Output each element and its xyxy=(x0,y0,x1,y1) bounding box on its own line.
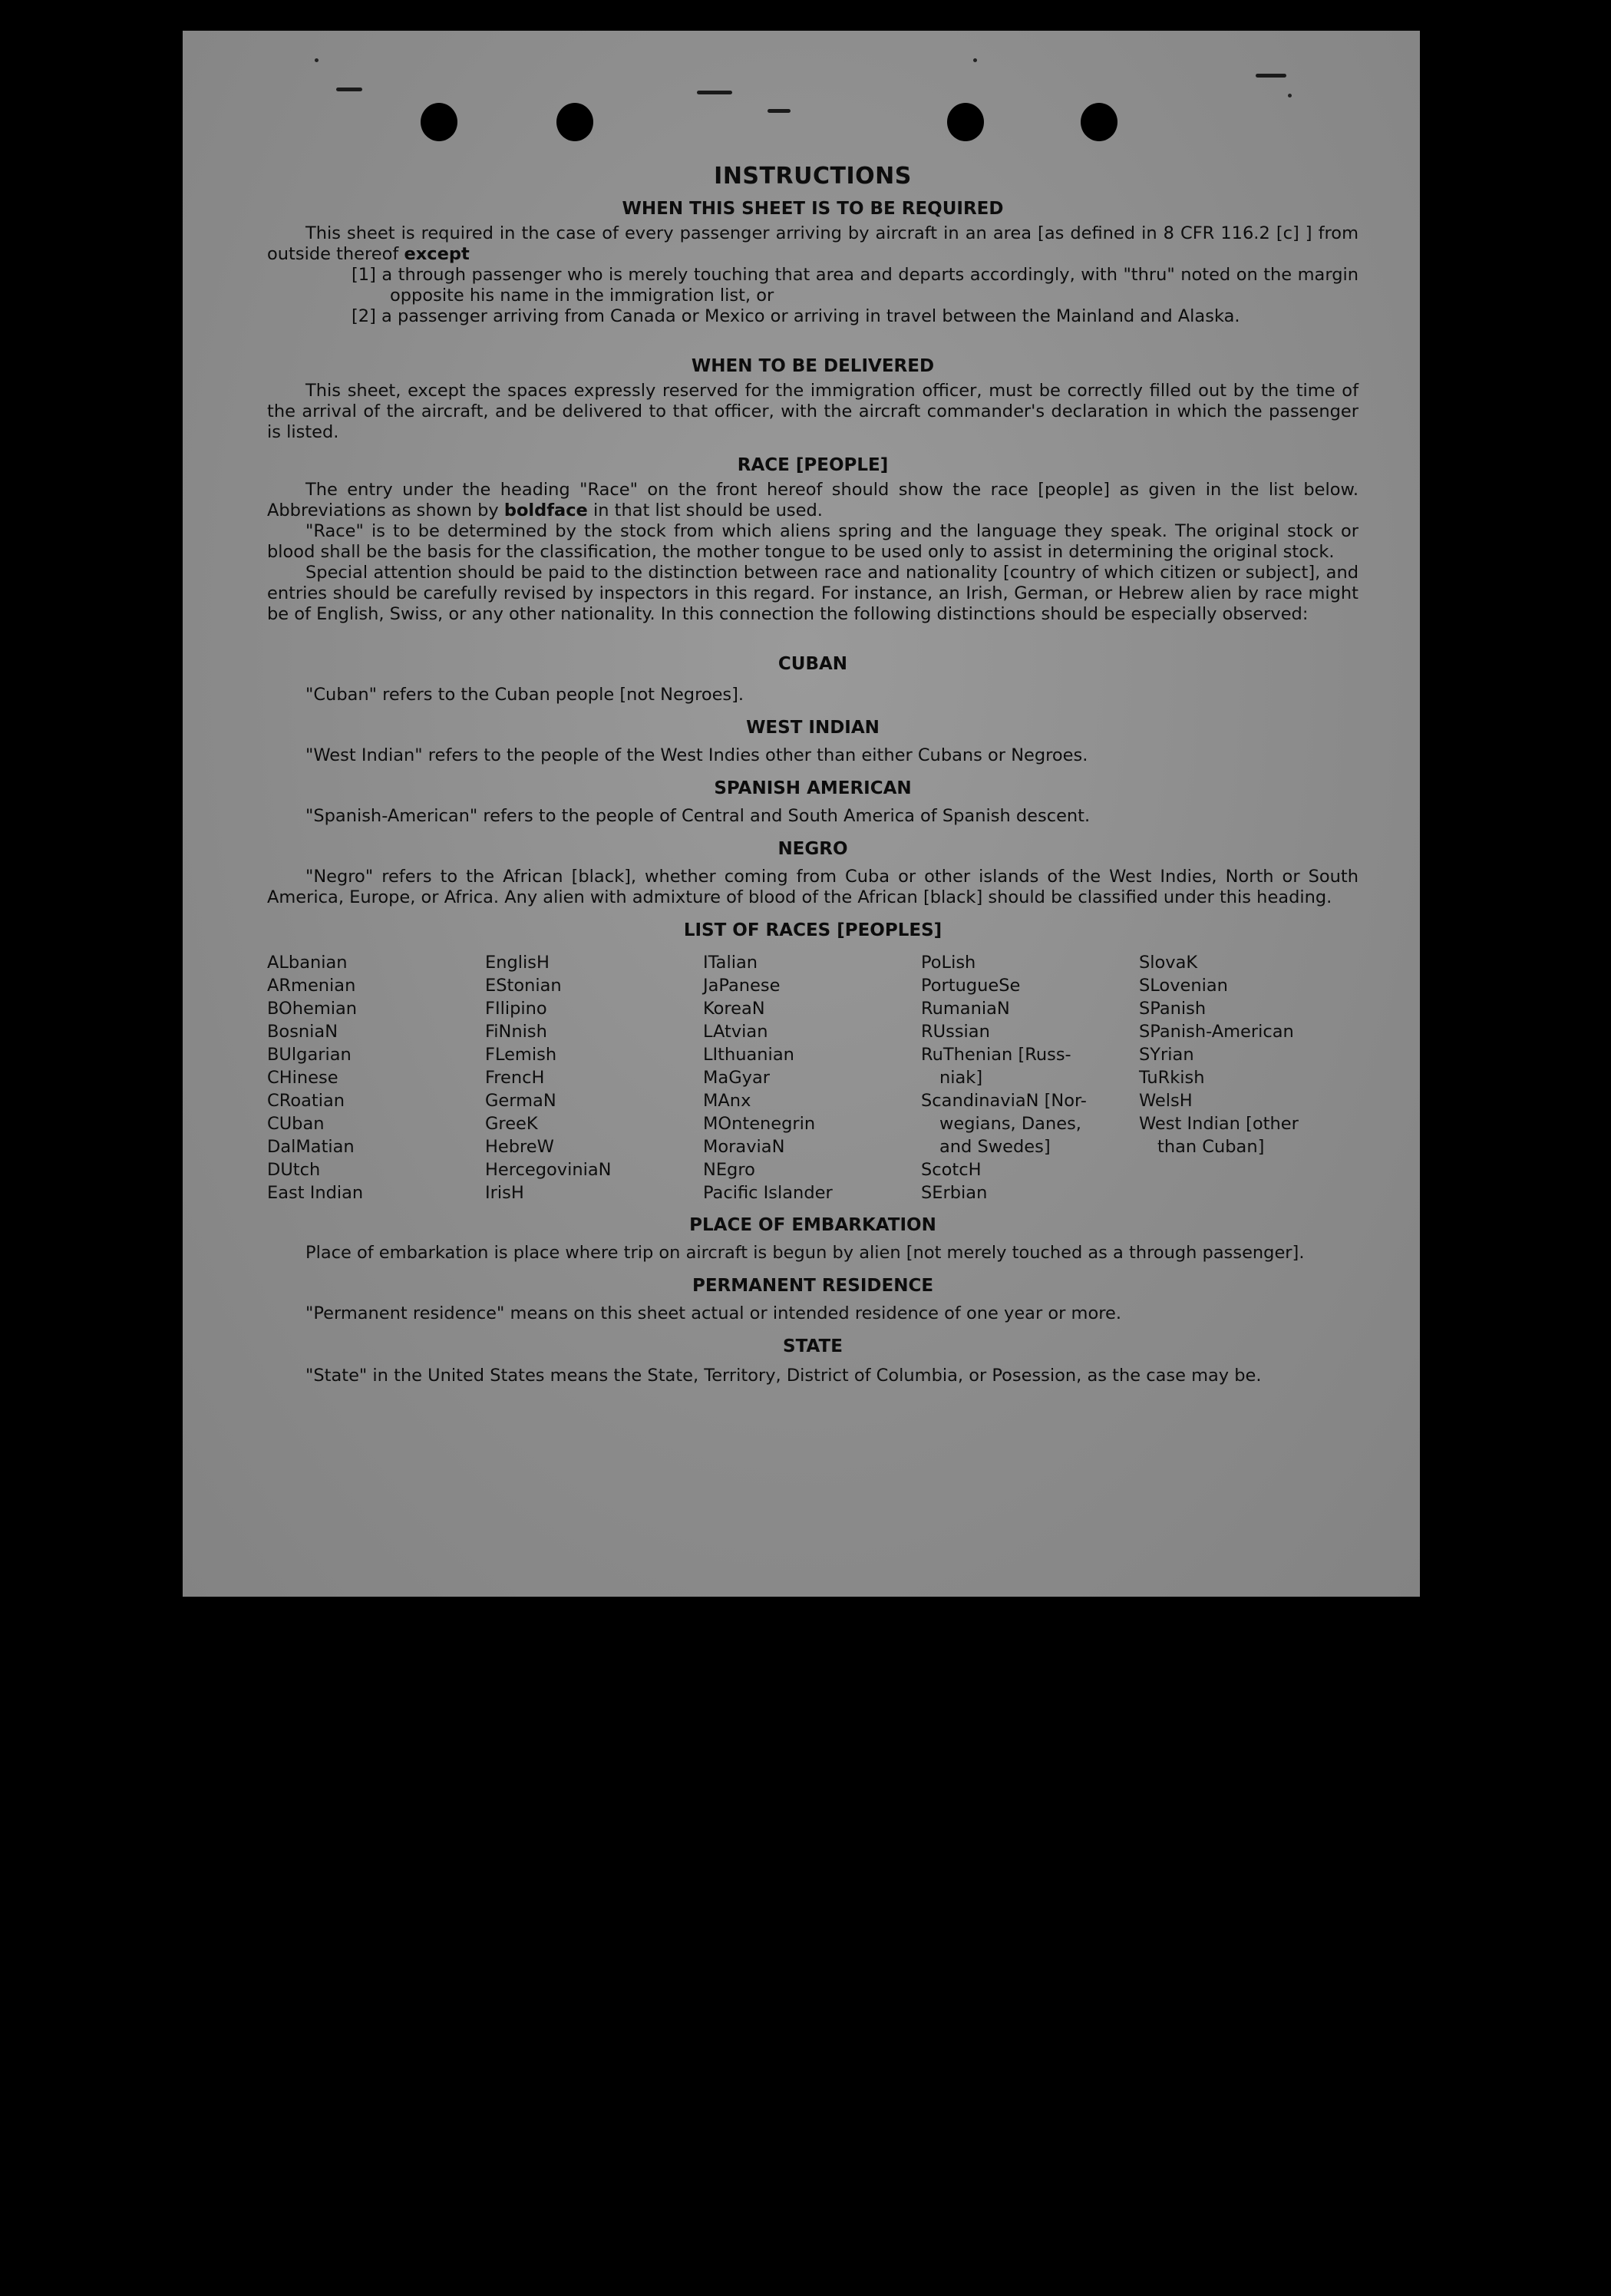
race-entry: PoLish xyxy=(921,953,976,973)
scan-speck xyxy=(973,58,977,62)
race-entry: DUtch xyxy=(267,1160,321,1180)
race-entry: RumaniaN xyxy=(921,999,1010,1019)
race-entry: niak] xyxy=(939,1068,983,1088)
race-entry: ALbanian xyxy=(267,953,348,973)
document-title: INSTRUCTIONS xyxy=(714,163,912,190)
scan-speck xyxy=(1256,74,1286,78)
race-entry: MAnx xyxy=(703,1091,751,1111)
document-sheet xyxy=(183,31,1420,1597)
races-column-3 xyxy=(703,951,921,1204)
negro-text: "Negro" refers to the African [black], whether coming from Cuba or other islands of the West Indies, North or South America, Europe, or Africa. Any alien with admixture of blood of the African [black] should be classified under this heading. xyxy=(267,867,1358,907)
race-entry: FiNnish xyxy=(485,1022,547,1042)
race-entry: LAtvian xyxy=(703,1022,768,1042)
race-paragraph-1 xyxy=(267,480,1358,521)
section-heading-negro: NEGRO xyxy=(777,839,848,859)
races-column-1 xyxy=(267,951,485,1204)
race-entry: IrisH xyxy=(485,1183,524,1203)
cuban-text: "Cuban" refers to the Cuban people [not Negroes]. xyxy=(305,685,744,705)
section-heading-list-of-races: LIST OF RACES [PEOPLES] xyxy=(683,920,943,940)
section-heading-spanish-american: SPANISH AMERICAN xyxy=(714,778,912,798)
race-entry: SErbian xyxy=(921,1183,988,1203)
intro-bold-word: except xyxy=(404,244,470,264)
spanish-american-text: "Spanish-American" refers to the people of Central and South America of Spanish descent. xyxy=(305,806,1091,826)
west-indian-text: "West Indian" refers to the people of the West Indies other than either Cubans or Negroes. xyxy=(305,745,1088,765)
race-entry: KoreaN xyxy=(703,999,765,1019)
race-entry: LIthuanian xyxy=(703,1045,794,1065)
race-entry: RUssian xyxy=(921,1022,990,1042)
race-entry: NEgro xyxy=(703,1160,755,1180)
race-entry: West Indian [other xyxy=(1139,1114,1299,1134)
race-entry: HebreW xyxy=(485,1137,554,1157)
section-heading-west-indian: WEST INDIAN xyxy=(746,718,880,738)
intro-text: This sheet is required in the case of every passenger arriving by aircraft in an area [as defined in 8 CFR 116.2 [c] ] from outside thereof xyxy=(267,223,1358,264)
race-paragraph-3: Special attention should be paid to the distinction between race and nationality [country of which citizen or subject], and entries should be carefully revised by inspectors in this regard. For instance, an Irish, German, or Hebrew alien by race might be of English, Swiss, or any other nationality. In this connection the following distinctions should be especially observed: xyxy=(267,563,1358,624)
race-entry: FLemish xyxy=(485,1045,557,1065)
race-entry: ITalian xyxy=(703,953,758,973)
races-column-5 xyxy=(1139,951,1369,1204)
race-entry: SLovenian xyxy=(1139,976,1228,996)
race-entry: than Cuban] xyxy=(1157,1137,1265,1157)
race-entry: BOhemian xyxy=(267,999,358,1019)
punch-hole xyxy=(421,103,457,141)
race-entry: wegians, Danes, xyxy=(939,1114,1081,1134)
race-entry: CHinese xyxy=(267,1068,338,1088)
race-entry: SYrian xyxy=(1139,1045,1194,1065)
races-column-2 xyxy=(485,951,703,1204)
section-heading-cuban: CUBAN xyxy=(777,654,848,674)
exception-item-1: [1] a through passenger who is merely touching that area and departs accordingly, with "thru" noted on the margin opposite his name in the immigration list, or xyxy=(352,265,1358,306)
race-entry: SPanish xyxy=(1139,999,1207,1019)
state-text: "State" in the United States means the State, Territory, District of Columbia, or Posession, as the case may be. xyxy=(305,1366,1262,1386)
permanent-residence-text: "Permanent residence" means on this sheet actual or intended residence of one year or more. xyxy=(305,1303,1121,1323)
section-heading-when-required: WHEN THIS SHEET IS TO BE REQUIRED xyxy=(622,199,1004,219)
race-entry: MoraviaN xyxy=(703,1137,785,1157)
race-entry: EStonian xyxy=(485,976,562,996)
scan-speck xyxy=(697,91,732,94)
race-p1-text: The entry under the heading "Race" on the front hereof should show the race [people] as given in the list below. Abbreviations as shown by xyxy=(267,480,1358,520)
race-entry: JaPanese xyxy=(703,976,781,996)
race-entry: GermaN xyxy=(485,1091,556,1111)
scan-speck xyxy=(1288,94,1292,97)
race-entry: SlovaK xyxy=(1139,953,1198,973)
races-column-4 xyxy=(921,951,1139,1204)
when-required-intro xyxy=(267,223,1358,265)
race-entry: ScotcH xyxy=(921,1160,982,1180)
exception-item-2: [2] a passenger arriving from Canada or Mexico or arriving in travel between the Mainland and Alaska. xyxy=(352,306,1240,326)
race-entry: and Swedes] xyxy=(939,1137,1051,1157)
section-heading-when-delivered: WHEN TO BE DELIVERED xyxy=(691,356,935,376)
race-entry: FrencH xyxy=(485,1068,545,1088)
race-p1-bold: boldface xyxy=(503,500,588,520)
race-entry: CRoatian xyxy=(267,1091,345,1111)
race-entry: BUlgarian xyxy=(267,1045,352,1065)
scan-speck xyxy=(315,58,319,62)
race-entry: RuThenian [Russ- xyxy=(921,1045,1071,1065)
embarkation-text: Place of embarkation is place where trip on aircraft is begun by alien [not merely touched as a through passenger]. xyxy=(305,1243,1305,1263)
race-paragraph-2: "Race" is to be determined by the stock from which aliens spring and the language they speak. The original stock or blood shall be the basis for the classification, the mother tongue to be used only to assist in determining the original stock. xyxy=(267,521,1358,562)
race-entry: HercegoviniaN xyxy=(485,1160,612,1180)
race-entry: MaGyar xyxy=(703,1068,770,1088)
race-entry: SPanish-American xyxy=(1139,1022,1294,1042)
race-entry: PortugueSe xyxy=(921,976,1021,996)
races-list xyxy=(267,951,1358,1204)
punch-hole xyxy=(947,103,984,141)
section-heading-permanent-residence: PERMANENT RESIDENCE xyxy=(692,1276,934,1296)
race-entry: FIlipino xyxy=(485,999,547,1019)
scan-speck xyxy=(336,88,362,91)
race-entry: GreeK xyxy=(485,1114,538,1134)
race-entry: East Indian xyxy=(267,1183,364,1203)
race-entry: TuRkish xyxy=(1139,1068,1205,1088)
race-entry: ARmenian xyxy=(267,976,356,996)
race-entry: CUban xyxy=(267,1114,325,1134)
section-heading-state: STATE xyxy=(783,1336,843,1356)
race-entry: WelsH xyxy=(1139,1091,1193,1111)
section-heading-embarkation: PLACE OF EMBARKATION xyxy=(689,1215,936,1235)
race-entry: BosniaN xyxy=(267,1022,338,1042)
race-entry: ScandinaviaN [Nor- xyxy=(921,1091,1087,1111)
punch-hole xyxy=(1081,103,1117,141)
race-entry: MOntenegrin xyxy=(703,1114,816,1134)
section-heading-race: RACE [PEOPLE] xyxy=(737,455,889,475)
punch-hole xyxy=(556,103,593,141)
race-entry: Pacific Islander xyxy=(703,1183,833,1203)
race-p1-text-end: in that list should be used. xyxy=(587,500,823,520)
when-delivered-text: This sheet, except the spaces expressly reserved for the immigration officer, must be correctly filled out by the time of the arrival of the aircraft, and be delivered to that officer, with the aircraft commander's declaration in which the passenger is listed. xyxy=(267,381,1358,442)
scan-speck xyxy=(768,109,791,113)
race-entry: EnglisH xyxy=(485,953,550,973)
race-entry: DalMatian xyxy=(267,1137,355,1157)
